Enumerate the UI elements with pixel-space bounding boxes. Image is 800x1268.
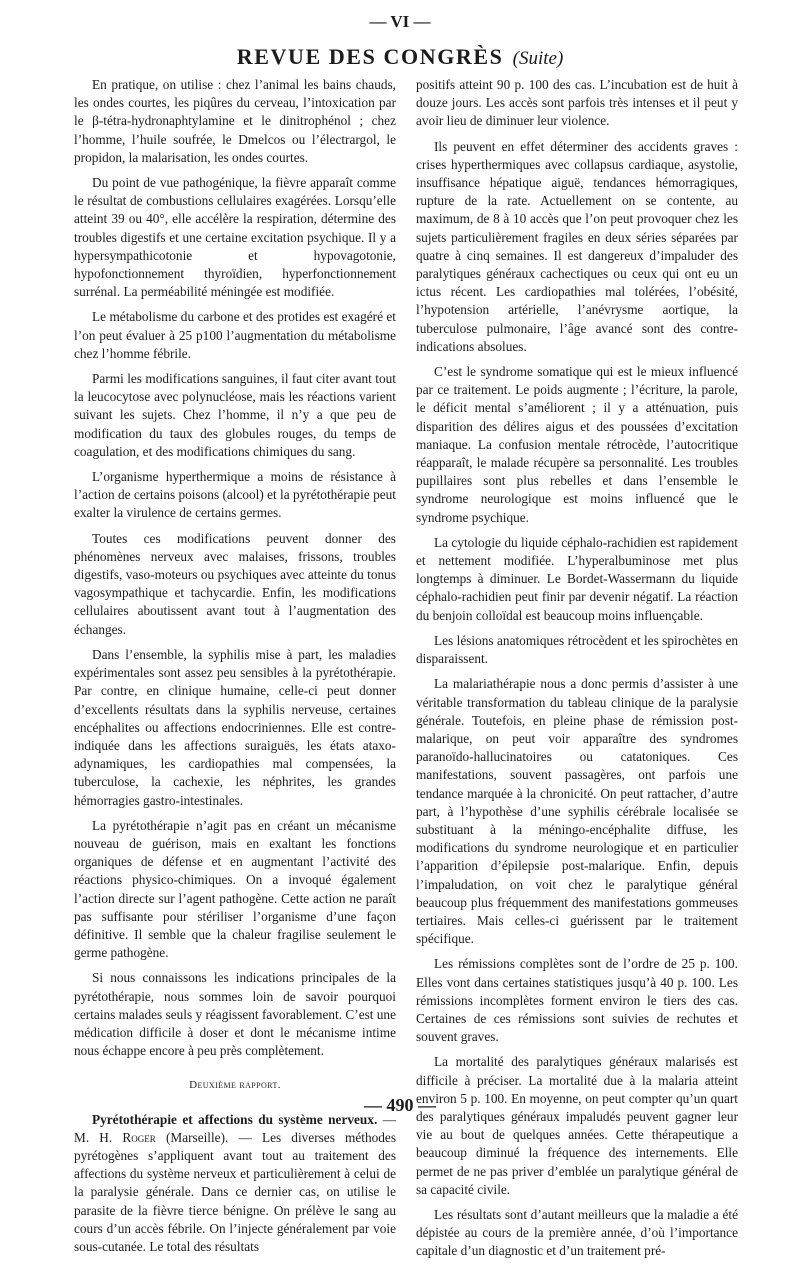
- paragraph: C’est le syndrome somatique qui est le mieux influencé par ce traitement. Le poids augmente ; l’écriture, la parole, le déficit mental s’améliorent ; il y a atténuation, puis disparition des délires aigus et des poussées d’excitation maniaque. La confusion mentale rétrocède, l’autocritique réapparaît, le malade récupère sa personnalité. Les troubles pupillaires sont plus rebelles et dans l’ensemble le syndrome neurologique est moins influencé que le syndrome psychique.: [416, 364, 738, 525]
- paragraph: La malariathérapie nous a donc permis d’assister à une véritable transformation du tableau clinique de la paralysie générale. Toutefois, en pleine phase de rémission post-malarique, on peut voir apparaître des syndromes paranoïdo-hallucinatoires ou catatoniques. Ces manifestations, souvent passagères, ont parfois une tendance marquée à la chronicité. On peut rattacher, d’autre part, à l’hypothèse d’une syphilis cérébrale localisée se substituant à la méningo-encéphalite diffuse, les modifications du syndrome neurologique et en particulier l’apparition d’épilepsie post-malarique. Enfin, depuis l’impaludation, on voit chez le paralytique général beaucoup plus fréquemment des manifestations gommeuses tertiaires. Mais celles-ci guérissent par le traitement spécifique.: [416, 676, 738, 947]
- paragraph: Les rémissions complètes sont de l’ordre de 25 p. 100. Elles vont dans certaines statistiques jusqu’à 40 p. 100. Les rémissions incomplètes forment environ le tiers des cas. Certaines de ces rémissions sont suivies de rechutes et souvent graves.: [416, 956, 738, 1045]
- report-intro-paragraph: [74, 1111, 396, 1257]
- paragraph: Les lésions anatomiques rétrocèdent et les spirochètes en disparaissent.: [416, 632, 738, 667]
- paragraph: Toutes ces modifications peuvent donner des phénomènes nerveux avec malaises, frissons, troubles digestifs, vaso-moteurs ou psychiques avec atteinte du tonus vagosympathique et tachycardie. Enfin, les modifications cellulaires aboutissent avant tout à l’augmentation des échanges.: [74, 530, 396, 637]
- right-column: [416, 76, 738, 1268]
- page-number: — 490 —: [364, 1095, 436, 1115]
- author-prefix: — M. H.: [74, 1111, 396, 1145]
- roman-page-number: — VI —: [369, 12, 431, 31]
- author-name: Roger: [122, 1129, 156, 1145]
- report-subheading: Pyrétothérapie et affections du système nerveux.: [92, 1111, 378, 1127]
- running-title-text: REVUE DES CONGRÈS: [236, 44, 504, 69]
- paragraph: Dans l’ensemble, la syphilis mise à part, les maladies expérimentales sont assez peu sensibles à la pyrétothérapie. Par contre, en clinique humaine, celle-ci peut donner d’excellents résultats dans la syphilis nerveuse, certaines encéphalites ou affections endocriniennes. Elle est contre-indiquée dans les affections suraiguës, les états ataxo-adynamiques, les cardiopathies mal compensées, la tuberculose, la cachexie, les néphrites, les grandes hémorragies gastro-intestinales.: [74, 646, 396, 808]
- paragraph: Ils peuvent en effet déterminer des accidents graves : crises hyperthermiques avec collapsus cardiaque, asystolie, insuffisance hépatique aiguë, tendances hémorragiques, rupture de la rate. Actuellement on se contente, au maximum, de 8 à 10 accès que l’on peut provoquer chez les sujets particulièrement fragiles en deux séries séparées par quatre à cinq semaines. Il est dangereux d’impaluder des paralytiques généraux cachectiques ou ceux qui ont eu un ictus récent. Les cardiopathies mal tolérées, l’obésité, l’hypotension artérielle, l’anévrysme aortique, la tuberculose pulmonaire, l’âge avancé sont des contre-indications absolues.: [416, 138, 738, 354]
- running-title: [0, 44, 800, 70]
- left-column: [74, 76, 396, 1263]
- paragraph: La mortalité des paralytiques généraux malarisés est difficile à préciser. La mortalité due à la malaria atteint environ 5 p. 100. En moyenne, on peut compter qu’un quart des paralytiques généraux impaludés peuvent gagner leur vie au bout de quelques années. Cette thérapeutique a beaucoup diminué la fréquence des internements. Elle permet de ne pas priver d’emblée un paralytique général de sa capacité civile.: [416, 1054, 738, 1197]
- paragraph: Parmi les modifications sanguines, il faut citer avant tout la leucocytose avec polynucléose, mais les réactions varient suivant les sujets. Chez l’homme, il n’y a que peu de modification du taux des globules rouges, du temps de coagulation, et des modifications chimiques du sang.: [74, 371, 396, 459]
- report-text: (Marseille). — Les diverses méthodes pyrétogènes s’appliquent avant tout au traitement des affections du système nerveux et particulièrement à celui de la paralysie générale. Dans ce dernier cas, on utilise le parasite de la fièvre tierce bénigne. On prélève le sang au cours d’un accès fébrile. On l’injecte généralement par voie sous-cutanée. Le total des résultats: [74, 1129, 396, 1254]
- paragraph: Le métabolisme du carbone et des protides est exagéré et l’on peut évaluer à 25 p100 l’augmentation du métabolisme chez l’homme fébrile.: [74, 309, 396, 361]
- running-title-suffix: (Suite): [512, 48, 564, 69]
- paragraph: Si nous connaissons les indications principales de la pyrétothérapie, nous sommes loin de savoir pourquoi certains malades seuls y réagissent favorablement. C’est une médication difficile à doser et dont le mécanisme intime nous échappe encore à peu près complètement.: [74, 970, 396, 1059]
- paragraph: En pratique, on utilise : chez l’animal les bains chauds, les ondes courtes, les piqûres du cerveau, l’intoxication par le β-tétra-hydronaphtylamine et le dinitrophénol ; chez l’homme, l’huile soufrée, le Dmelcos ou l’électrargol, le propidon, la malarisation, les ondes courtes.: [74, 77, 396, 165]
- paragraph-continuation: positifs atteint 90 p. 100 des cas. L’incubation est de huit à douze jours. Les accès sont parfois très intenses et il peut y avoir lieu de diminuer leur violence.: [416, 77, 738, 129]
- paragraph: Les résultats sont d’autant meilleurs que la maladie a été dépistée au cours de la première année, d’où l’importance capitale d’un diagnostic et d’un traitement pré-: [416, 1206, 738, 1259]
- paragraph: L’organisme hyperthermique a moins de résistance à l’action de certains poisons (alcool) et la pyrétothérapie peut exalter la virulence de certains germes.: [74, 469, 396, 521]
- section-heading: Deuxième rapport.: [189, 1079, 281, 1092]
- paragraph: Du point de vue pathogénique, la fièvre apparaît comme le résultat de combustions cellulaires exagérées. Lorsqu’elle atteint 39 ou 40°, elle accélère la respiration, détermine des troubles digestifs et une certaine excitation psychique. Il y a hypersympathicotonie et hypovagotonie, hypofonctionnement thyroïdien, hyperfonctionnement surrénal. La perméabilité méningée est modifiée.: [74, 175, 396, 300]
- paragraph: La cytologie du liquide céphalo-rachidien est rapidement et nettement modifiée. L’hyperalbuminose met plus longtemps à diminuer. Le Bordet-Wassermann du liquide céphalo-rachidien peut finir par devenir négatif. La réaction du benjoin colloïdal est beaucoup moins influençable.: [416, 534, 738, 623]
- paragraph: La pyrétothérapie n’agit pas en créant un mécanisme nouveau de guérison, mais en exaltant les fonctions organiques de défense et en augmentant l’activité des réactions physico-chimiques. On a invoqué également l’action directe sur l’agent pathogène. Cette action ne paraît pas suffisante pour stériliser l’organisme d’une façon définitive. Il semble que la chaleur fragilise seulement le germe pathogène.: [74, 817, 396, 961]
